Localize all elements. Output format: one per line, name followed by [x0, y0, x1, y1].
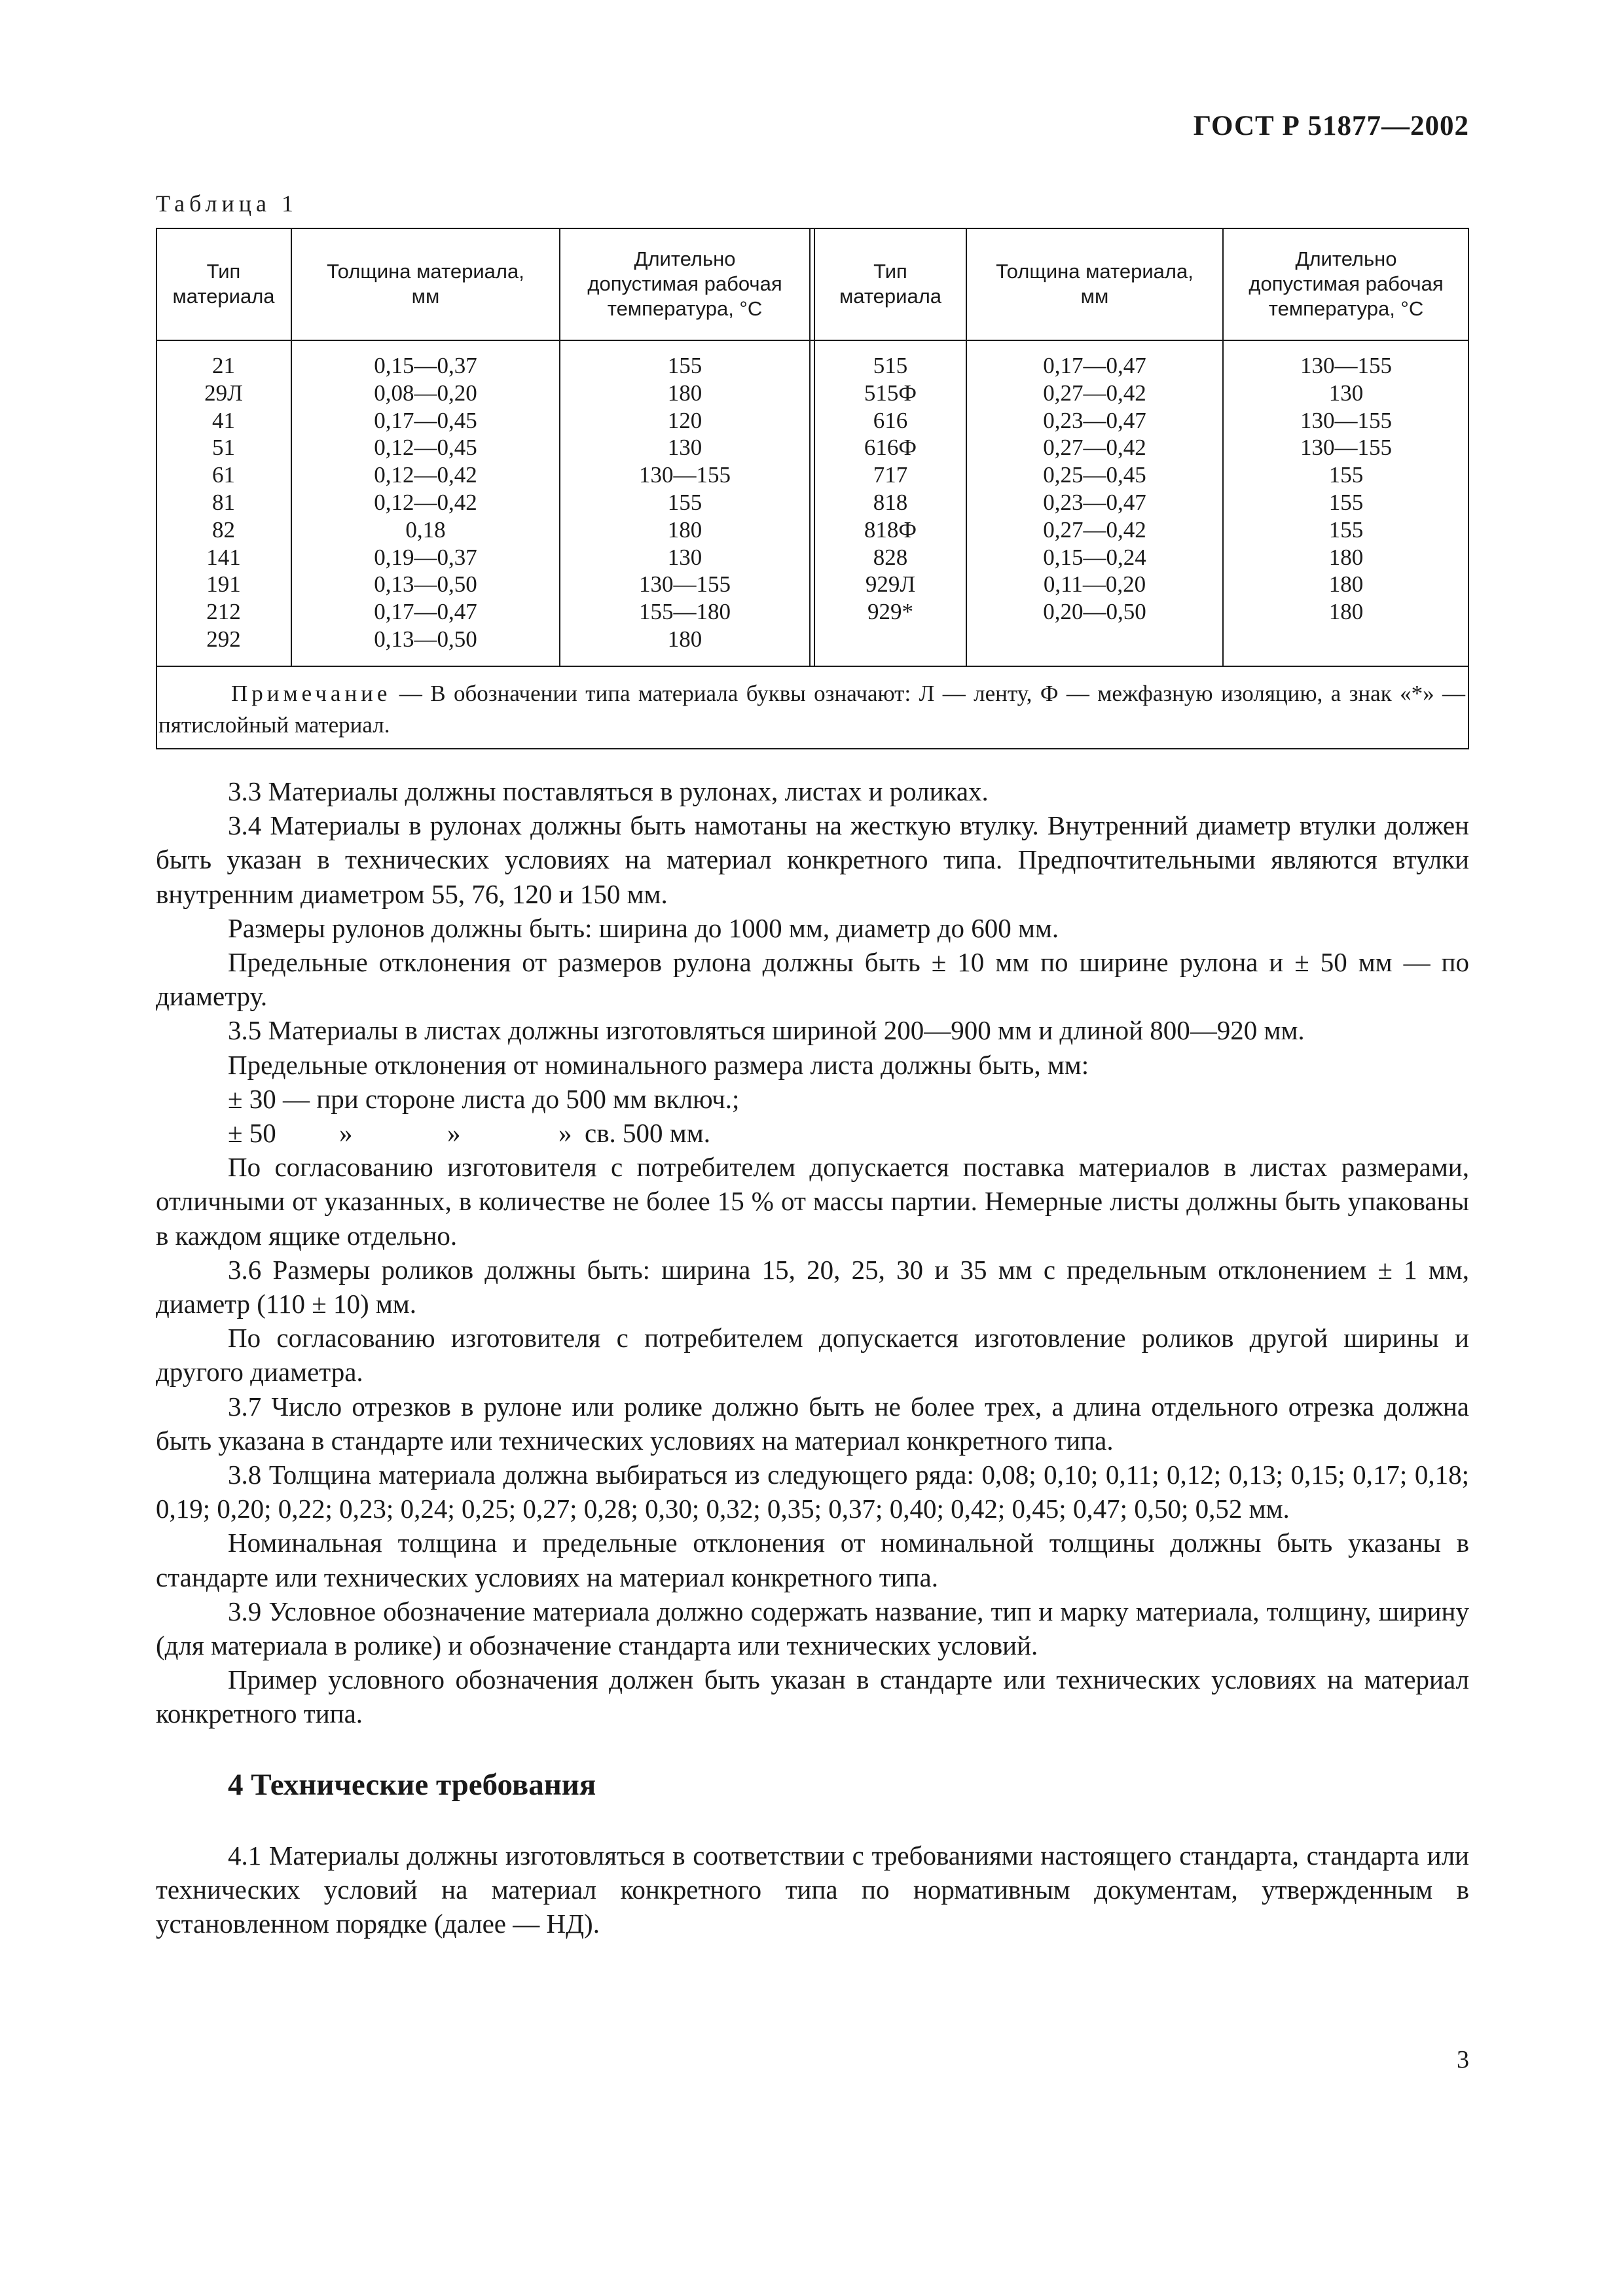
document-id: ГОСТ Р 51877—2002 — [1193, 111, 1469, 141]
table-cell: 120 — [667, 407, 702, 433]
table-cell: 191 — [206, 571, 241, 598]
table-cell: 180 — [1328, 571, 1364, 598]
table-cell: 0,15—0,24 — [1043, 544, 1146, 570]
tolerance-value: ± 50 — [228, 1118, 276, 1149]
paragraph-3-8-nominal: Номинальная толщина и предельные отклонения от номинальной толщины должны быть указаны в стандарте или технических условиях на материал конкретного типа. — [156, 1528, 1469, 1592]
table-cell: 717 — [873, 462, 908, 488]
paragraph-3-4-sizes: Размеры рулонов должны быть: ширина до 1000 мм, диаметр до 600 мм. — [228, 912, 1059, 943]
table-cell: 0,08—0,20 — [374, 380, 477, 406]
table-cell: 155 — [1328, 462, 1364, 488]
table-cell: 616 — [873, 407, 908, 433]
table-cell: 515 — [873, 353, 908, 378]
table-cell: 818Ф — [864, 516, 917, 543]
table-cell: 155 — [667, 489, 702, 515]
table-cell: 155—180 — [639, 599, 731, 625]
body-text — [156, 774, 1469, 1941]
ditto-mark-3: » — [558, 1118, 572, 1149]
table-cell: 0,23—0,47 — [1043, 489, 1146, 515]
header-temperature-right: Длительно допустимая рабочая температура, °С — [1249, 247, 1444, 320]
table-cell: 41 — [212, 407, 235, 433]
table-cell: 155 — [667, 353, 702, 378]
table-cell: 818 — [873, 489, 908, 515]
paragraph-3-4: 3.4 Материалы в рулонах должны быть намотаны на жесткую втулку. Внутренний диаметр втулки должен быть указан в технических условиях на материал конкретного типа. Предпочтительными являются втулки внутренним диаметром 55, 76, 120 и 150 мм. — [156, 810, 1469, 909]
table-cell: 180 — [667, 516, 702, 543]
table-cell: 130 — [1328, 380, 1364, 406]
table-cell: 130 — [667, 435, 702, 461]
table-cell: 0,18 — [405, 516, 446, 543]
table-cell: 141 — [206, 544, 241, 570]
left-temperature-column — [560, 352, 810, 653]
header-type-right: Тип материала — [839, 260, 942, 308]
paragraph-3-5-agreement: По согласованию изготовителя с потребителем допускается поставка материалов в листах размерами, отличными от указанных, в количестве не более 15 % от массы партии. Немерные листы должны быть упакованы в каждом ящике отдельно. — [156, 1152, 1469, 1251]
table-cell: 180 — [667, 380, 702, 406]
table-cell: 180 — [667, 626, 702, 652]
paragraph-3-8: 3.8 Толщина материала должна выбираться из следующего ряда: 0,08; 0,10; 0,11; 0,12; 0,13; 0,15; 0,17; 0,18; 0,19; 0,20; 0,22; 0,23; 0,24; 0,25; 0,27; 0,28; 0,30; 0,32; 0,35; 0,37; 0,40; 0,42; 0,45; 0,47; 0,50; 0,52 мм. — [156, 1460, 1469, 1524]
table-cell: 0,23—0,47 — [1043, 407, 1146, 433]
table-cell: 21 — [212, 353, 235, 378]
table-cell: 0,12—0,42 — [374, 462, 477, 488]
table-caption: Таблица 1 — [156, 190, 298, 217]
table-cell: 0,13—0,50 — [374, 571, 477, 598]
table-cell: 0,11—0,20 — [1043, 571, 1146, 598]
table-note — [158, 678, 1465, 741]
paragraph-3-3: 3.3 Материалы должны поставляться в рулонах, листах и роликах. — [228, 776, 989, 806]
paragraph-3-6: 3.6 Размеры роликов должны быть: ширина 15, 20, 25, 30 и 35 мм с предельным отклонением ± 1 мм, диаметр (110 ± 10) мм. — [156, 1254, 1469, 1319]
paragraph-3-7: 3.7 Число отрезков в рулоне или ролике должно быть не более трех, а длина отдельного отрезка должна быть указана в стандарте или технических условиях на материал конкретного типа. — [156, 1391, 1469, 1456]
table-cell: 155 — [1328, 516, 1364, 543]
table-cell: 51 — [212, 435, 235, 461]
right-thickness-column — [966, 352, 1223, 626]
section-4-heading: 4 Технические требования — [228, 1767, 596, 1802]
table-cell: 82 — [212, 516, 235, 543]
table-cell: 0,13—0,50 — [374, 626, 477, 652]
paragraph-3-6-agreement: По согласованию изготовителя с потребителем допускается изготовление роликов другой ширины и другого диаметра. — [156, 1323, 1469, 1388]
table-cell: 130 — [667, 544, 702, 570]
table-cell: 180 — [1328, 599, 1364, 625]
table-cell: 292 — [206, 626, 241, 652]
table-cell: 130—155 — [639, 571, 731, 598]
table-cell: 29Л — [204, 380, 243, 406]
table-cell: 180 — [1328, 544, 1364, 570]
paragraph-3-9: 3.9 Условное обозначение материала должно содержать название, тип и марку материала, толщину, ширину (для материала в ролике) и обозначение стандарта или технических условий. — [156, 1596, 1469, 1661]
header-type-left: Тип материала — [172, 260, 275, 308]
header-temperature-left: Длительно допустимая рабочая температура, °С — [587, 247, 782, 320]
table-cell: 0,17—0,47 — [374, 599, 477, 625]
table-cell: 828 — [873, 544, 908, 570]
table-cell: 616Ф — [864, 435, 917, 461]
ditto-mark-1: » — [339, 1118, 353, 1149]
table-cell: 515Ф — [864, 380, 917, 406]
tolerance-tail: св. 500 мм. — [585, 1118, 710, 1149]
table-cell: 0,27—0,42 — [1043, 516, 1146, 543]
paragraph-4-1: 4.1 Материалы должны изготовляться в соответствии с требованиями настоящего стандарта, стандарта или технических условий на материал конкретного типа по нормативным документам, утвержденным в установленном порядке (далее — НД). — [156, 1840, 1469, 1939]
header-thickness-left: Толщина материала, мм — [327, 260, 524, 308]
table-cell: 0,12—0,45 — [374, 435, 477, 461]
table-cell: 130—155 — [1300, 435, 1392, 461]
table-cell: 61 — [212, 462, 235, 488]
table-cell: 0,19—0,37 — [374, 544, 477, 570]
paragraph-3-9-example: Пример условного обозначения должен быть указан в стандарте или технических условиях на материал конкретного типа. — [156, 1664, 1469, 1729]
table-cell: 155 — [1328, 489, 1364, 515]
left-types-column — [156, 352, 291, 653]
table-cell: 929* — [867, 599, 913, 625]
note-label: Примечание — [231, 681, 392, 706]
ditto-mark-2: » — [447, 1118, 461, 1149]
table-cell: 0,12—0,42 — [374, 489, 477, 515]
header-thickness-right: Толщина материала, мм — [996, 260, 1194, 308]
left-thickness-column — [291, 352, 560, 653]
table-cell: 130—155 — [1300, 407, 1392, 433]
page-number: 3 — [1457, 2046, 1469, 2073]
paragraph-3-5: 3.5 Материалы в листах должны изготовляться шириной 200—900 мм и длиной 800—920 мм. — [228, 1015, 1305, 1046]
materials-table — [156, 228, 1469, 749]
table-cell: 81 — [212, 489, 235, 515]
paragraph-3-5-deviations: Предельные отклонения от номинального размера листа должны быть, мм: — [228, 1049, 1089, 1080]
right-types-column — [814, 352, 966, 626]
table-cell: 0,15—0,37 — [374, 353, 477, 378]
table-cell: 130—155 — [639, 462, 731, 488]
table-cell: 0,27—0,42 — [1043, 435, 1146, 461]
table-cell: 212 — [206, 599, 241, 625]
right-temperature-column — [1223, 352, 1469, 626]
table-cell: 929Л — [865, 571, 916, 598]
note-text: — В обозначении типа материала буквы означают: Л — ленту, Ф — межфазную изоляцию, а знак «*» — пятислойный материал. — [158, 681, 1465, 738]
table-cell: 0,25—0,45 — [1043, 462, 1146, 488]
table-cell: 130—155 — [1300, 353, 1392, 378]
table-cell: 0,17—0,47 — [1043, 353, 1146, 378]
table-cell: 0,20—0,50 — [1043, 599, 1146, 625]
tolerance-line-1: ± 30 — при стороне листа до 500 мм включ.; — [228, 1083, 740, 1114]
paragraph-3-4-deviations: Предельные отклонения от размеров рулона должны быть ± 10 мм по ширине рулона и ± 50 мм — по диаметру. — [156, 947, 1469, 1012]
table-cell: 0,27—0,42 — [1043, 380, 1146, 406]
tolerance-line-2 — [156, 1116, 1469, 1150]
table-cell: 0,17—0,45 — [374, 407, 477, 433]
